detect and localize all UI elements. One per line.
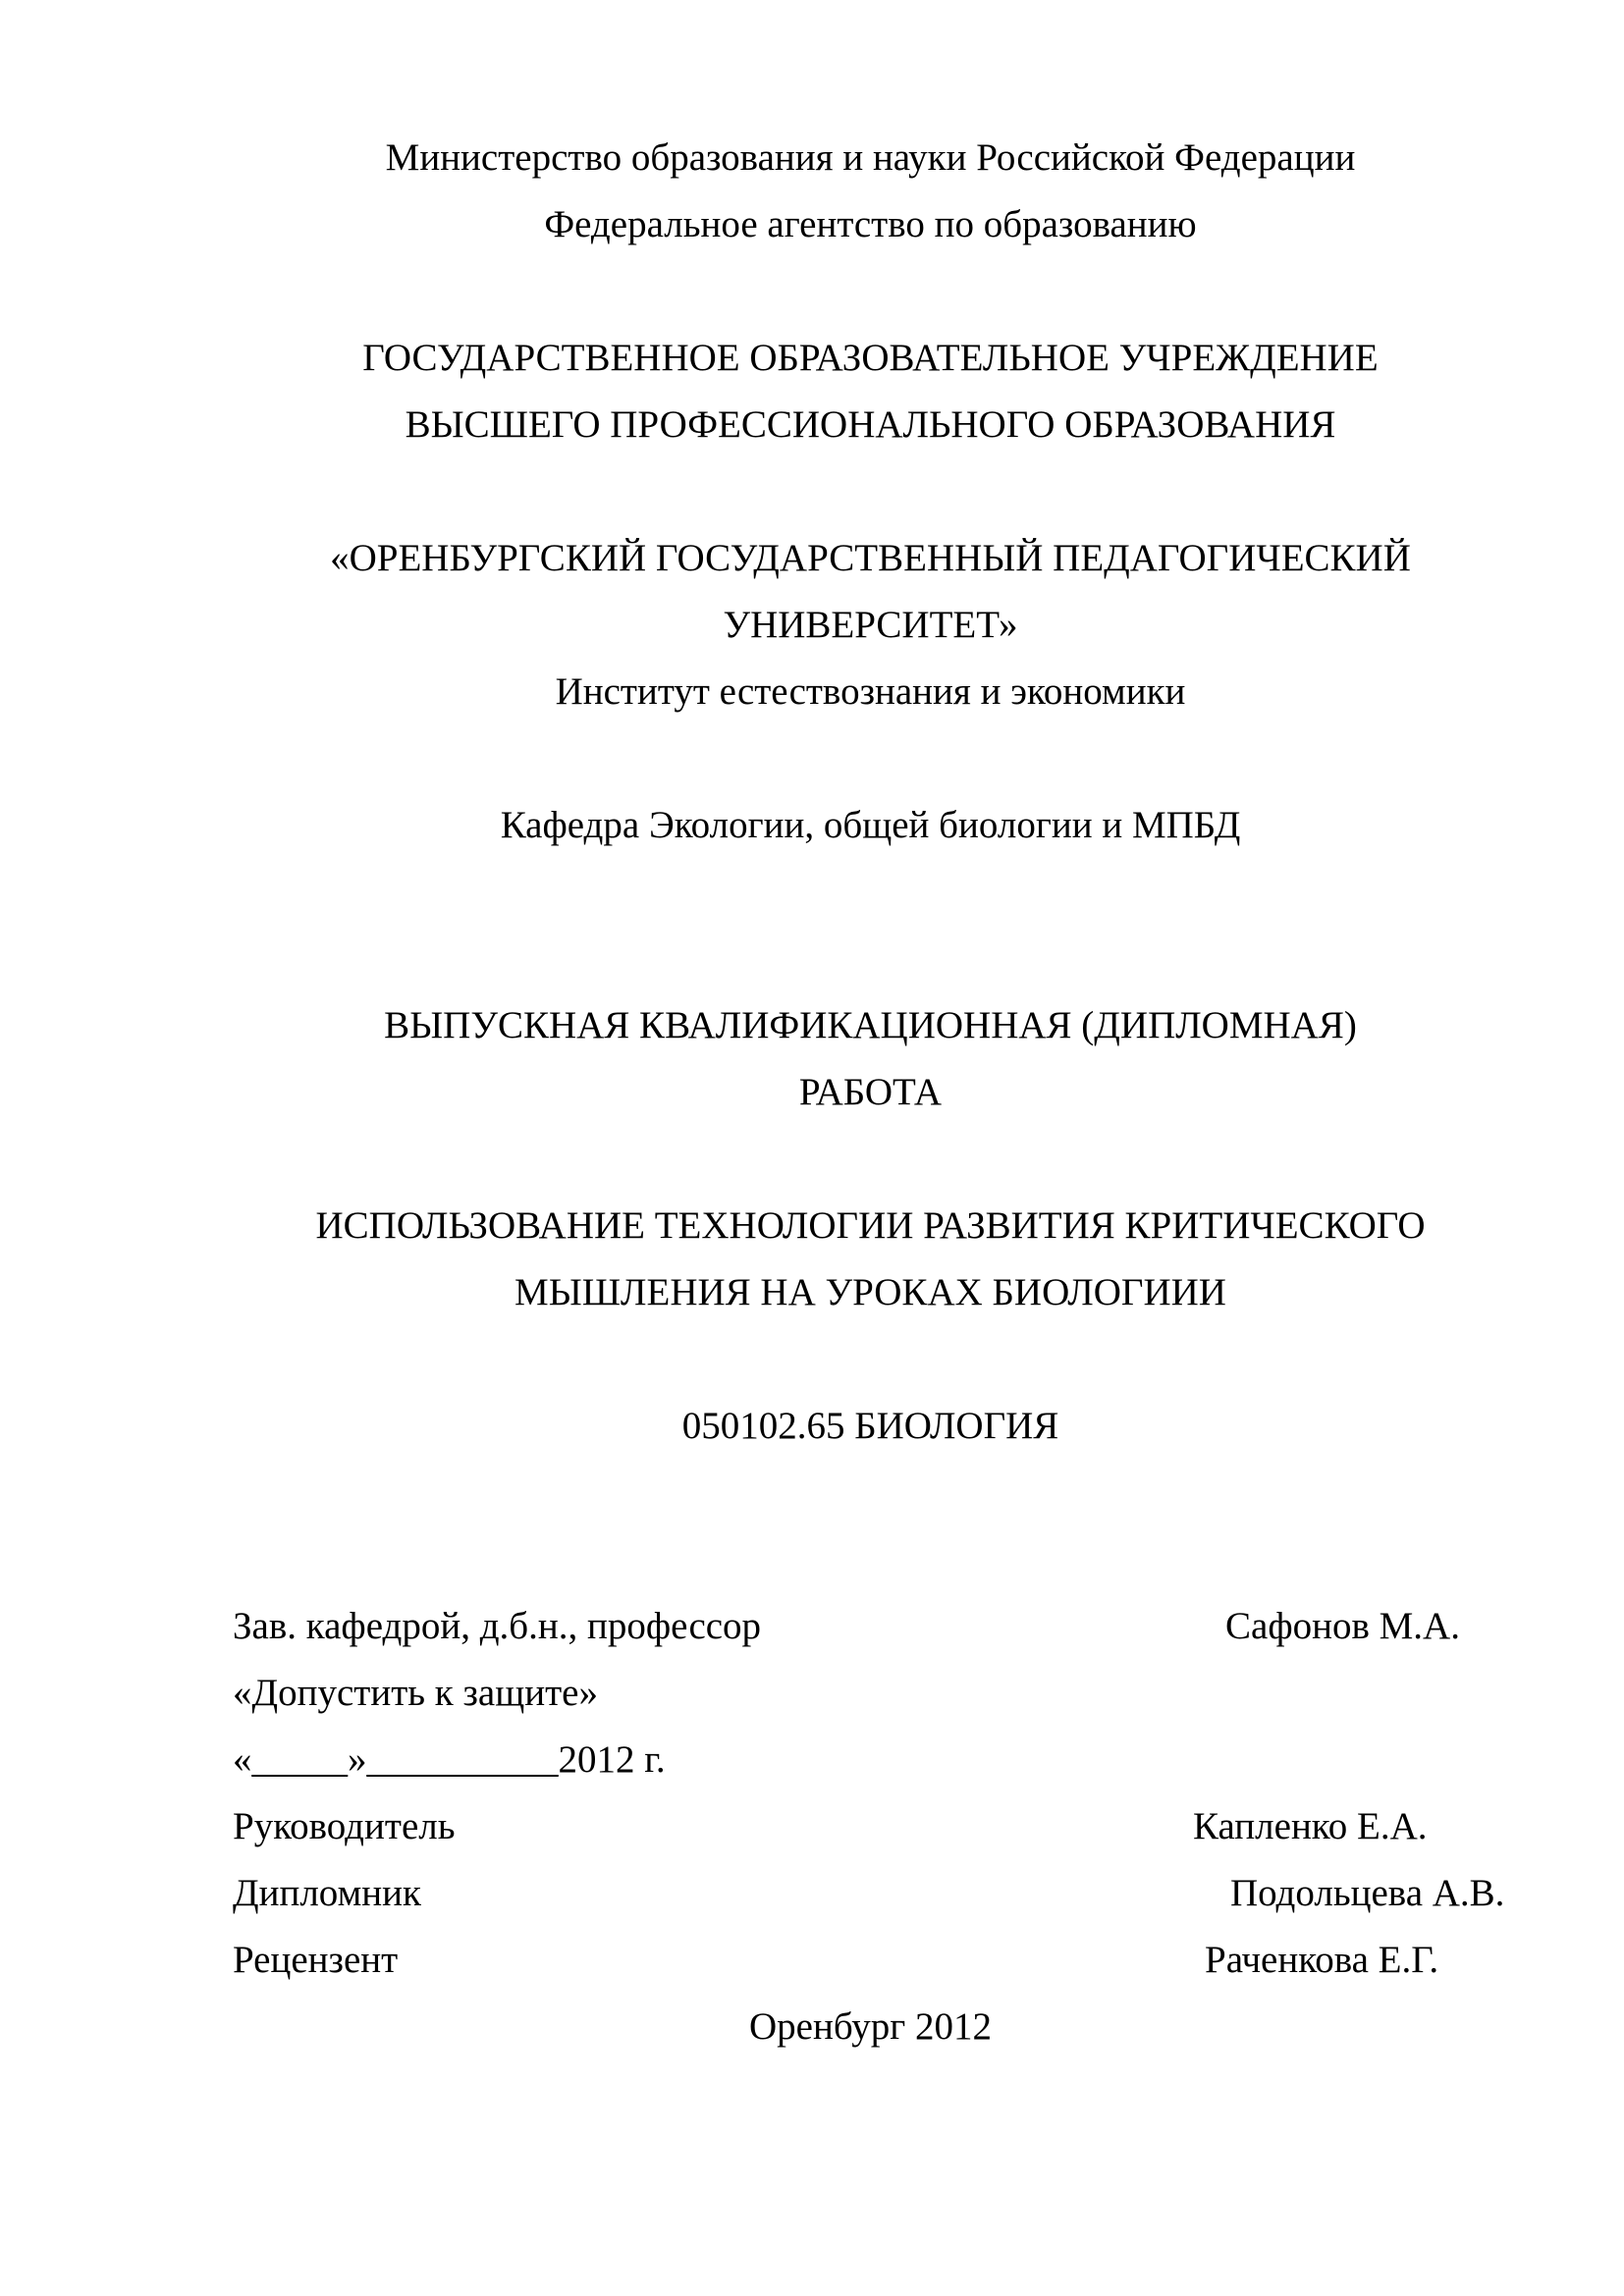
approval-head-row [233, 1593, 1508, 1660]
thesis-title-line-2: МЫШЛЕНИЯ НА УРОКАХ БИОЛОГИИИ [514, 1271, 1226, 1313]
head-of-department-label: Зав. кафедрой, д.б.н., профессор [233, 1605, 762, 1647]
reviewer-label: Рецензент [233, 1939, 399, 1981]
ministry-line-1: Министерство образования и науки Российской Федерации [385, 136, 1356, 179]
head-of-department-name: Сафонов М.А. [1225, 1605, 1460, 1647]
specialty-code: 050102.65 БИОЛОГИЯ [681, 1405, 1059, 1447]
student-name: Подольцева А.В. [1230, 1872, 1505, 1914]
work-type-line-1: ВЫПУСКНАЯ КВАЛИФИКАЦИОННАЯ (ДИПЛОМНАЯ) [384, 1004, 1357, 1046]
reviewer-row [233, 1927, 1508, 1994]
department-name: Кафедра Экологии, общей биологии и МПБД [500, 804, 1241, 846]
date-blank-line: «_____»__________2012 г. [233, 1738, 666, 1781]
work-type-line-2: РАБОТА [798, 1071, 943, 1113]
university-name-line-1: «ОРЕНБУРГСКИЙ ГОСУДАРСТВЕННЫЙ ПЕДАГОГИЧЕСКИЙ [330, 537, 1411, 579]
university-name-line-2: УНИВЕРСИТЕТ» [723, 604, 1018, 646]
institution-line-2: ВЫСШЕГО ПРОФЕССИОНАЛЬНОГО ОБРАЗОВАНИЯ [405, 403, 1336, 446]
reviewer-name: Раченкова Е.Г. [1205, 1939, 1439, 1981]
supervisor-row [233, 1793, 1508, 1860]
admit-to-defense-line: «Допустить к защите» [233, 1672, 598, 1714]
institute-name: Институт естествознания и экономики [555, 670, 1186, 713]
thesis-title-line-1: ИСПОЛЬЗОВАНИЕ ТЕХНОЛОГИИ РАЗВИТИЯ КРИТИЧЕСКОГО [315, 1204, 1426, 1247]
student-label: Дипломник [233, 1872, 421, 1914]
institution-line-1: ГОСУДАРСТВЕННОЕ ОБРАЗОВАТЕЛЬНОЕ УЧРЕЖДЕНИЕ [362, 337, 1379, 379]
ministry-line-2: Федеральное агентство по образованию [544, 203, 1197, 245]
supervisor-label: Руководитель [233, 1805, 456, 1847]
city-year-footer: Оренбург 2012 [749, 2005, 992, 2048]
student-row [233, 1860, 1508, 1927]
supervisor-name: Капленко Е.А. [1193, 1805, 1428, 1847]
